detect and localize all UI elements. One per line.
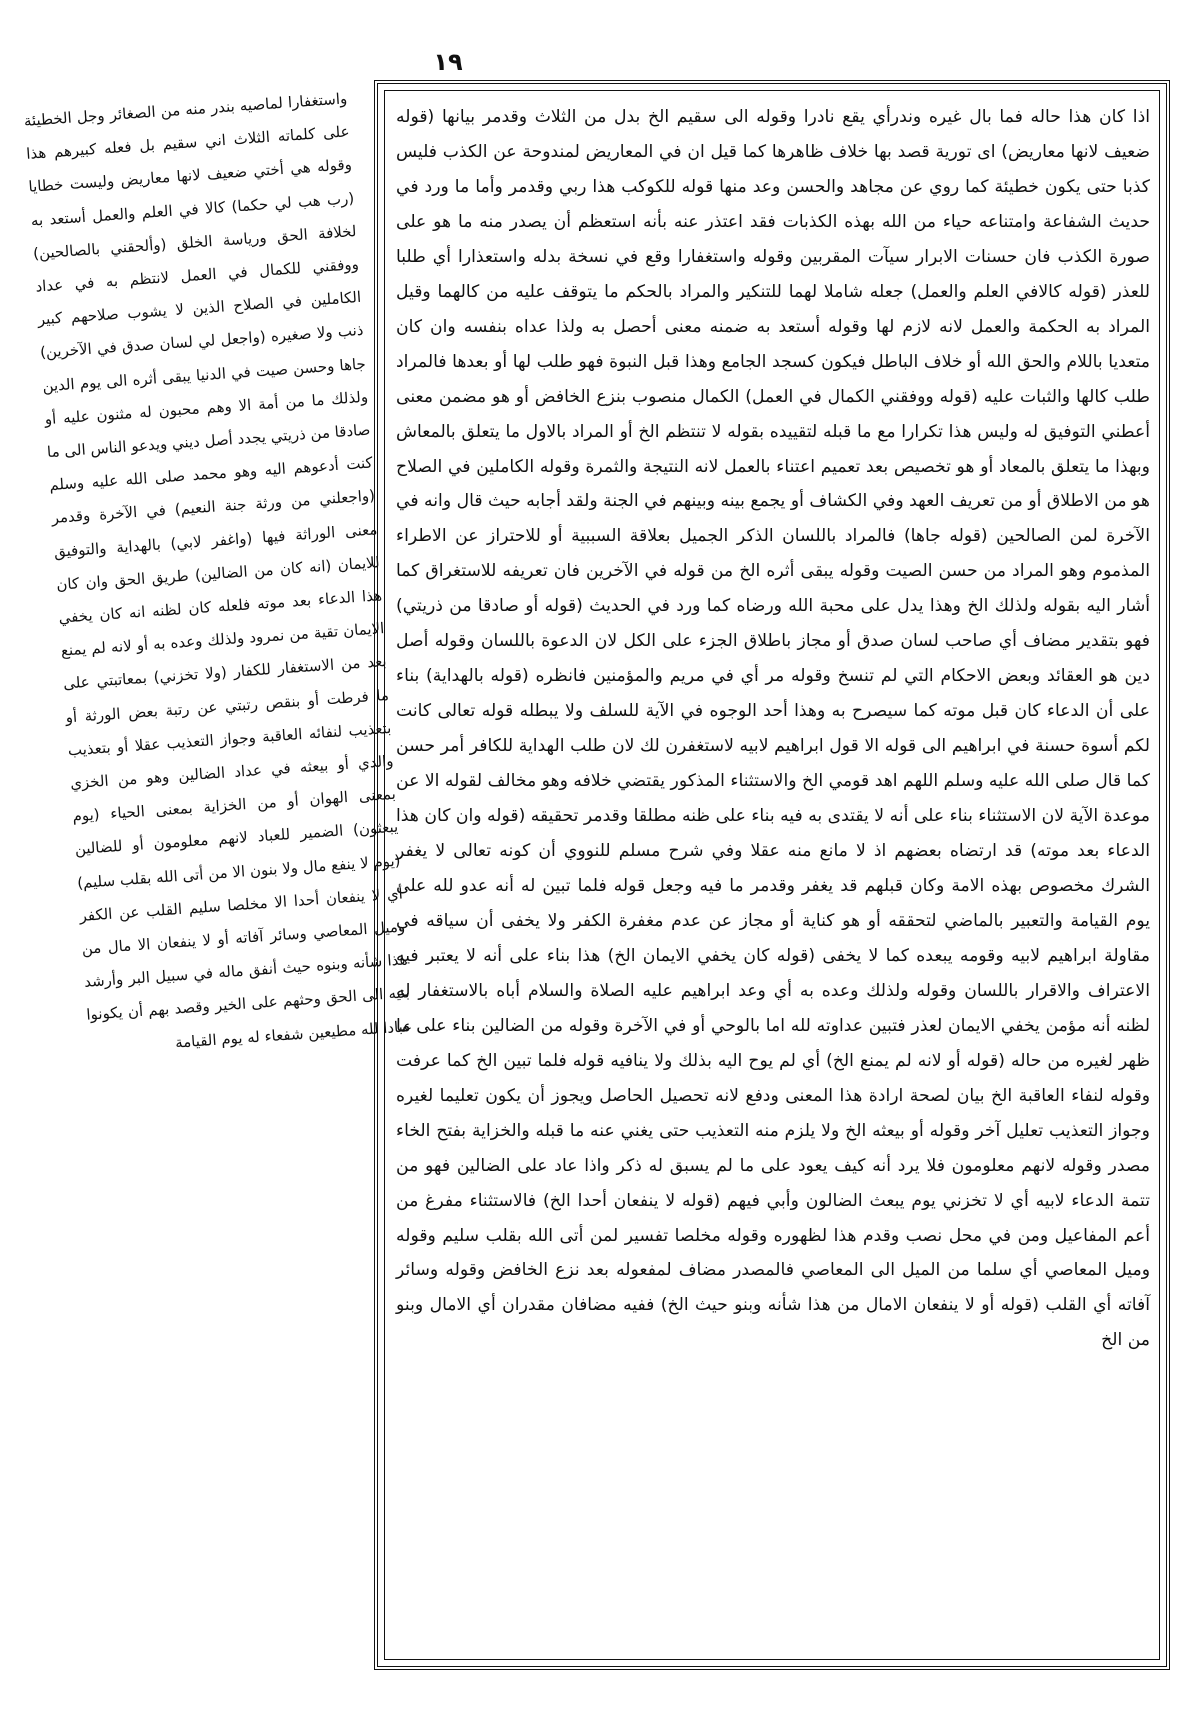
main-paragraph: اذا كان هذا حاله فما بال غيره وندرأي يقع نادرا وقوله الى سقيم الخ بدل من الثلاث وقدمر بيانها (قوله ضعيف لانها معاريض) اى تورية قصد بها خلاف ظاهرها كما قيل ان في المعاريض لمندوحة عن الكذب فليس كذبا حتى يكون خطيئة كما روي عن مجاهد والحسن وعد منها قوله للكوكب هذا ربي وقدمر وأما ما ورد في حديث الشفاعة وامتناعه حياء من الله بهذه الكذبات فقد اعتذر عنه بأنه استعظم أن يصدر منه ما هو على صورة الكذب فان حسنات الابرار سيآت المقربين وقوله واستغفارا وقع في نسخة بدله واستعذارا أي طلبا للعذر (قوله كالافي العلم والعمل) جعله شاملا لهما للتنكير والمراد بالحكم ما يتوقف عليه من كالهما وقيل المراد به الحكمة والعمل لانه لازم لها وقوله أستعد به ضمنه معنى أحصل به ولذا عداه بنفسه وان كان متعديا باللام والحق الله أو خلاف الباطل فيكون كسجد الجامع وهذا قبل النبوة فهو طلب لها أو بعدها فالمراد طلب كالها والثبات عليه (قوله ووفقني الكمال في العمل) الكمال منصوب بنزع الخافض أو هو مضمن معنى أعطني التوفيق له وليس هذا تكرارا مع ما قبله لتقييده بقوله لا تنتظم الخ أو المراد بالاول ما يتعلق بالمعاش وبهذا ما يتعلق بالمعاد أو هو تخصيص بعد تعميم اعتناء بالعمل لانه النتيجة والثمرة وقوله الكاملين في الصلاح هو من الاطلاق أو من تعريف العهد وفي الكشاف أو يجمع بينه وبينهم في الجنة ولقد أجابه حيث قال وانه في الآخرة لمن الصالحين (قوله جاها) فالمراد باللسان الذكر الجميل بعلاقة السببية أو للاحتراز عن الاطراء المذموم وهو المراد من حسن الصيت وقوله يبقى أثره الخ من قوله في الآخرين فان تعريفه للاستغراق كما أشار اليه بقوله ولذلك الخ وهذا يدل على محبة الله ورضاه كما ورد في الحديث (قوله أو صادقا من ذريتي) فهو بتقدير مضاف أي صاحب لسان صدق أو مجاز باطلاق الجزء على الكل لان الدعوة باللسان وقوله أصل دين هو العقائد وبعض الاحكام التي لم تنسخ وقوله مر أي في مريم والمؤمنين فانظره (قوله بالهداية) بناء على أن الدعاء كان قبل موته كما سيصرح به وهذا أحد الوجوه في الآية للسلف ولا يبطله قوله تعالى كانت لكم أسوة حسنة في ابراهيم الى قوله الا قول ابراهيم لابيه لاستغفرن لك لان طلب الهداية للكافر أمر حسن كما قال صلى الله عليه وسلم اللهم اهد قومي الخ والاستثناء المذكور يقتضي خلافه وهو مخالف لقوله الا عن موعدة الآية لان الاستثناء بناء على أنه لا يقتدى به فيه بناء على ظنه مطلقا وقدمر تحقيقه (قوله وان كان هذا الدعاء بعد موته) قد ارتضاه بعضهم اذ لا مانع منه عقلا وفي شرح مسلم للنووي أن كونه تعالى لا يغفر الشرك مخصوص بهذه الامة وكان قبلهم قد يغفر وقدمر ما فيه وجعل قوله فلما تبين له أنه عدو لله على يوم القيامة والتعبير بالماضي لتحققه أو هو كناية أو مجاز عن عدم مغفرة الكفر ولا يخفى أن سياقه في مقاولة ابراهيم لابيه وقومه يبعده كما لا يخفى (قوله كان يخفي الايمان الخ) هذا بناء على أنه لا يعتبر فيه الاعتراف والاقرار باللسان وقوله ولذلك وعده به أي وعد ابراهيم عليه الصلاة والسلام أباه بالاستغفار له لظنه أنه مؤمن يخفي الايمان لعذر فتبين عداوته لله اما بالوحي أو في الآخرة وقوله من الضالين بناء على ما ظهر لغيره من حاله (قوله أو لانه لم يمنع الخ) أي لم يوح اليه بذلك ولا ينافيه قوله فلما تبين الخ كما عرفت وقوله لنفاء العاقبة الخ بيان لصحة ارادة هذا المعنى ودفع لانه تحصيل الحاصل ويجوز أن يكون تعليما لغيره وجواز التعذيب تعليل آخر وقوله أو بيعثه الخ ولا يلزم منه التعذيب حتى يغني عنه ما قبله والخزاية بفتح الخاء مصدر وقوله لانهم معلومون فلا يرد أنه كيف يعود على ما لم يسبق له ذكر واذا عاد على الضالين فهو من تتمة الدعاء لابيه أي لا تخزني يوم يبعث الضالون وأبي فيهم (قوله لا ينفعان أحدا الخ) فالاستثناء مفرغ من أعم المفاعيل ومن في محل نصب وقدم هذا لظهوره وقوله مخلصا تفسير لمن أتى الله بقلب سليم وقوله وميل المعاصي أي سلما من الميل الى المعاصي فالمصدر مضاف لمفعوله بعد نزع الخافض وقوله وسائر آفاته أي القلب (قوله أو لا ينفعان الامال من هذا شأنه وبنو حيث الخ) ففيه مضافان مقدران أي الامال وبنو من الخ [396, 107, 1150, 1351]
margin-commentary [22, 82, 413, 1282]
page-number: ١٩ [433, 48, 463, 76]
margin-paragraph: واستغفارا لماصيه بندر منه من الصغائر وجل الخطيئة على كلماته الثلاث اني سقيم بل فعله كبيرهم هذا وقوله هي أختي ضعيف لانها معاريض وليست خطايا (رب هب لي حكما) كالا في العلم والعمل أستعد به لخلافة الحق ورياسة الخلق (وألحقني بالصالحين) ووفقني للكمال في العمل لانتظم به في عداد الكاملين في الصلاح الذين لا يشوب صلاحهم كبير ذنب ولا صغيره (واجعل لي لسان صدق في الآخرين) جاها وحسن صيت في الدنيا يبقى أثره الى يوم الدين ولذلك ما من أمة الا وهم محبون له مثنون عليه أو صادقا من ذريتي يجدد أصل ديني ويدعو الناس الى ما كنت أدعوهم اليه وهو محمد صلى الله عليه وسلم (واجعلني من ورثة جنة النعيم) في الآخرة وقدمر معنى الوراثة فيها (واغفر لابي) بالهداية والتوفيق للايمان (انه كان من الضالين) طريق الحق وان كان هذا الدعاء بعد موته فلعله كان لظنه انه كان يخفي الايمان تقية من نمرود ولذلك وعده به أو لانه لم يمنع بعد من الاستغفار للكفار (ولا تخزني) بمعاتبتي على ما فرطت أو بنقص رتبتي عن رتبة بعض الورثة أو بتعذيب لنفائه العاقبة وجواز التعذيب عقلا أو بتعذيب والدي أو بيعثه في عداد الضالين وهو من الخزي بمعنى الهوان أو من الخزاية بمعنى الحياء (يوم يبعثون) الضمير للعباد لانهم معلومون أو للضالين (يوم لا ينفع مال ولا بنون الا من أتى الله بقلب سليم) أي لا ينفعان أحدا الا مخلصا سليم القلب عن الكفر وميل المعاصي وسائر آفاته أو لا ينفعان الا مال من هذا شأنه وبنوه حيث أنفق ماله في سبيل البر وأرشد بنيه الى الحق وحثهم على الخير وقصد بهم أن يكونوا عبادا لله مطيعين شفعاء له يوم القيامة [23, 89, 413, 1052]
margin-text [23, 82, 419, 1066]
main-text-block [396, 100, 1150, 1358]
main-text-frame [374, 80, 1170, 1670]
